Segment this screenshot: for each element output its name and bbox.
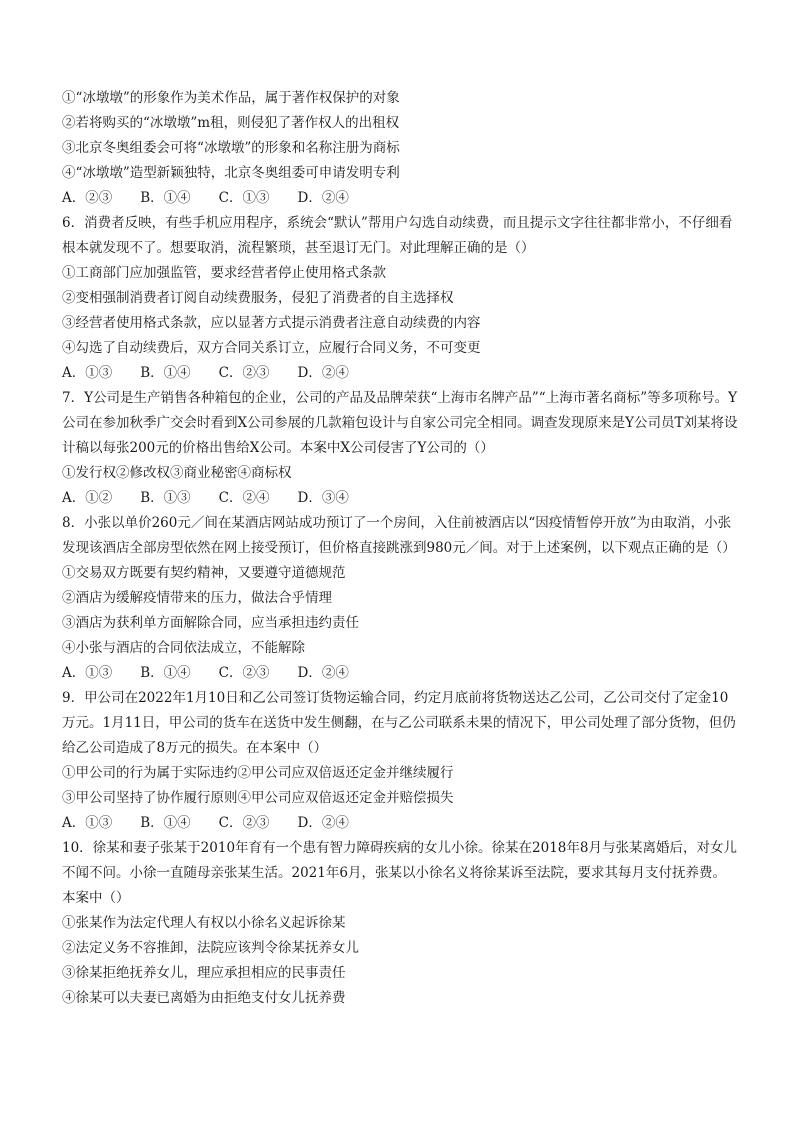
q7-option-c: C．②④ bbox=[218, 490, 270, 506]
q8-statement-4: ④小张与酒店的合同依法成立，不能解除 bbox=[62, 640, 305, 656]
q7-statement-1: ①发行权②修改权③商业秘密④商标权 bbox=[62, 465, 292, 481]
question-8 bbox=[62, 511, 738, 686]
q5-statement-4: ④“冰墩墩”造型新颖独特，北京冬奥组委可申请发明专利 bbox=[62, 165, 400, 181]
q8-option-a: A．①③ bbox=[62, 665, 113, 681]
q5-option-a: A．②③ bbox=[62, 190, 113, 206]
q6-option-c: C．②③ bbox=[218, 365, 270, 381]
question-5 bbox=[62, 86, 738, 211]
q10-statement-1: ①张某作为法定代理人有权以小徐名义起诉徐某 bbox=[62, 915, 346, 931]
q6-stem: 6．消费者反映，有些手机应用程序，系统会“默认”帮用户勾选自动续费，而且提示文字往往都非常小，不仔细看根本就发现不了。想要取消，流程繁琐，甚至退订无门。对此理解正确的是（） bbox=[62, 215, 733, 256]
q9-option-d: D．②④ bbox=[297, 815, 349, 831]
q10-statement-2: ②法定义务不容推卸，法院应该判令徐某抚养女儿 bbox=[62, 940, 359, 956]
q6-option-b: B．①④ bbox=[140, 365, 191, 381]
q9-statement-2: ③甲公司坚持了协作履行原则④甲公司应双倍返还定金并赔偿损失 bbox=[62, 790, 454, 806]
q9-statement-1: ①甲公司的行为属于实际违约②甲公司应双倍返还定金并继续履行 bbox=[62, 765, 454, 781]
q5-options bbox=[62, 186, 738, 211]
q5-option-c: C．①③ bbox=[218, 190, 270, 206]
q7-option-a: A．①② bbox=[62, 490, 113, 506]
question-7 bbox=[62, 386, 738, 511]
q8-statement-1: ①交易双方既要有契约精神，又要遵守道德规范 bbox=[62, 565, 346, 581]
question-9 bbox=[62, 686, 738, 836]
q10-statement-4: ④徐某可以夫妻已离婚为由拒绝支付女儿抚养费 bbox=[62, 990, 346, 1006]
q6-statement-1: ①工商部门应加强监管，要求经营者停止使用格式条款 bbox=[62, 265, 386, 281]
q6-option-a: A．①③ bbox=[62, 365, 113, 381]
q7-stem: 7．Y公司是生产销售各种箱包的企业，公司的产品及品牌荣获“上海市名牌产品”“上海市著名商标”等多项称号。Y公司在参加秋季广交会时看到X公司参展的几款箱包设计与自家公司完全相同。调查发现原来是Y公司员T刘某将设计稿以每张200元的价格出售给X公司。本案中X公司侵害了Y公司的（） bbox=[62, 390, 738, 456]
q8-statement-2: ②酒店为缓解疫情带来的压力，做法合乎情理 bbox=[62, 590, 332, 606]
q8-statement-3: ③酒店为获利单方面解除合同，应当承担违约责任 bbox=[62, 615, 359, 631]
q7-option-d: D．③④ bbox=[297, 490, 349, 506]
q6-statement-3: ③经营者使用格式条款，应以显著方式提示消费者注意自动续费的内容 bbox=[62, 315, 481, 331]
q8-option-d: D．②④ bbox=[297, 665, 349, 681]
q7-options bbox=[62, 486, 738, 511]
q6-options bbox=[62, 361, 738, 386]
q6-statement-2: ②变相强制消费者订阅自动续费服务，侵犯了消费者的自主选择权 bbox=[62, 290, 454, 306]
q6-option-d: D．②④ bbox=[297, 365, 349, 381]
q9-option-c: C．②③ bbox=[218, 815, 270, 831]
q5-statement-3: ③北京冬奥组委会可将“冰墩墩”的形象和名称注册为商标 bbox=[62, 140, 400, 156]
q5-statement-1: ①“冰墩墩”的形象作为美术作品，属于著作权保护的对象 bbox=[62, 90, 400, 106]
q5-option-b: B．①④ bbox=[140, 190, 191, 206]
q9-option-a: A．①③ bbox=[62, 815, 113, 831]
q5-option-d: D．②④ bbox=[297, 190, 349, 206]
q8-option-b: B．①④ bbox=[140, 665, 191, 681]
question-6 bbox=[62, 211, 738, 386]
q9-option-b: B．①④ bbox=[140, 815, 191, 831]
q10-stem: 10．徐某和妻子张某于2010年育有一个患有智力障碍疾病的女儿小徐。徐某在2018年8月与张某离婚后，对女儿不闻不问。小徐一直随母亲张某生活。2021年6月，张某以小徐名义将徐某诉至法院，要求其每月支付抚养费。本案中（） bbox=[62, 840, 737, 906]
q9-options bbox=[62, 811, 738, 836]
q9-stem: 9．甲公司在2022年1月10日和乙公司签订货物运输合同，约定月底前将货物送达乙公司，乙公司交付了定金10万元。1月11日，甲公司的货车在送货中发生侧翻，在与乙公司联系未果的情况下，甲公司处理了部分货物，但仍给乙公司造成了8万元的损失。在本案中（） bbox=[62, 690, 736, 756]
q7-option-b: B．①③ bbox=[140, 490, 191, 506]
q8-stem: 8．小张以单价260元／间在某酒店网站成功预订了一个房间，入住前被酒店以“因疫情暂停开放”为由取消，小张发现该酒店全部房型依然在网上接受预订，但价格直接跳涨到980元／间。对于上述案例，以下观点正确的是（） bbox=[62, 515, 736, 556]
question-10 bbox=[62, 836, 738, 1011]
q10-statement-3: ③徐某拒绝抚养女儿，理应承担相应的民事责任 bbox=[62, 965, 346, 981]
q8-options bbox=[62, 661, 738, 686]
q8-option-c: C．②③ bbox=[218, 665, 270, 681]
q5-statement-2: ②若将购买的“冰墩墩”m租，则侵犯了著作权人的出租权 bbox=[62, 115, 400, 131]
q6-statement-4: ④勾选了自动续费后，双方合同关系订立，应履行合同义务，不可变更 bbox=[62, 340, 481, 356]
